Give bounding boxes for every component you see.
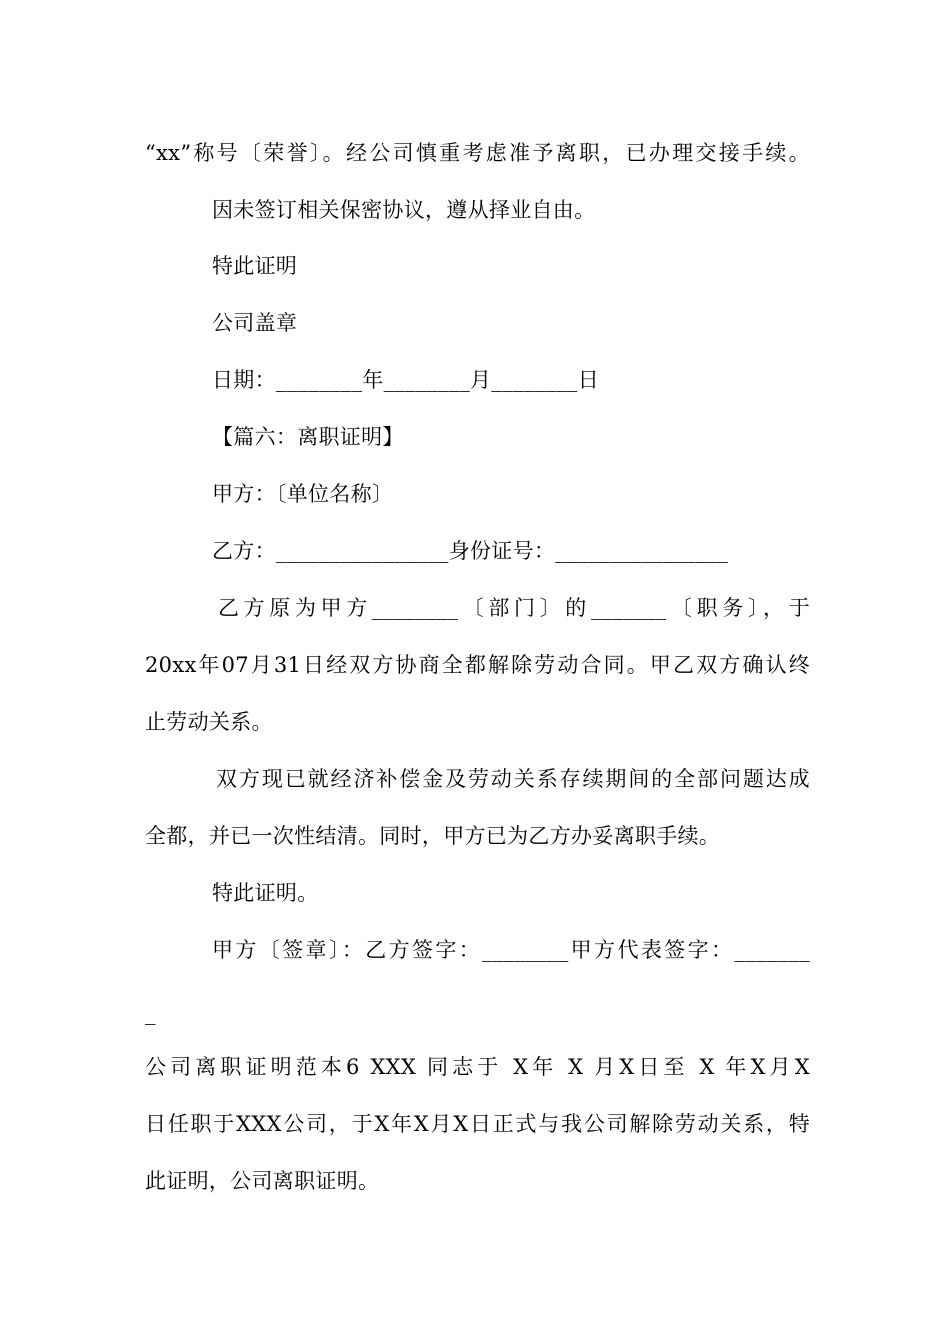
paragraph-line-9: 乙方原为甲方________〔部门〕的_______〔职务〕，于 (218, 596, 810, 620)
party-a-line: 甲方：〔单位名称〕 (212, 482, 394, 506)
paragraph-line-14: 特此证明。 (212, 881, 319, 905)
party-b-line: 乙方：________________身份证号：________________ (212, 539, 728, 563)
paragraph-line-4: 公司盖章 (212, 311, 298, 335)
date-line: 日期：________年________月________日 (212, 368, 599, 392)
paragraph-line-3: 特此证明 (212, 254, 298, 278)
paragraph-line-2: 因未签订相关保密协议，遵从择业自由。 (212, 198, 596, 222)
paragraph-line-13: 全都，并已一次性结清。同时，甲方已为乙方办妥离职手续。 (145, 824, 721, 848)
signature-line-continued: _ (145, 1001, 156, 1025)
paragraph-line-11: 止劳动关系。 (145, 710, 273, 734)
paragraph-line-17: 公司离职证明范本6 XXX 同志于 X年 X 月X日至 X 年X月X (145, 1055, 810, 1079)
signature-line: 甲方〔签章〕：乙方签字：________甲方代表签字：_______ (212, 938, 810, 962)
section-heading: 【篇六：离职证明】 (212, 425, 404, 449)
paragraph-line-12: 双方现已就经济补偿金及劳动关系存续期间的全部问题达成 (216, 767, 810, 791)
paragraph-line-18: 日任职于XXX公司，于X年X月X日正式与我公司解除劳动关系，特 (145, 1112, 810, 1136)
paragraph-line-10: 20xx年07月31日经双方协商全都解除劳动合同。甲乙双方确认终 (145, 653, 810, 677)
paragraph-line-19: 此证明，公司离职证明。 (145, 1169, 380, 1193)
paragraph-line-1: “xx”称号〔荣誉〕。经公司慎重考虑准予离职，已办理交接手续。 (145, 141, 810, 165)
